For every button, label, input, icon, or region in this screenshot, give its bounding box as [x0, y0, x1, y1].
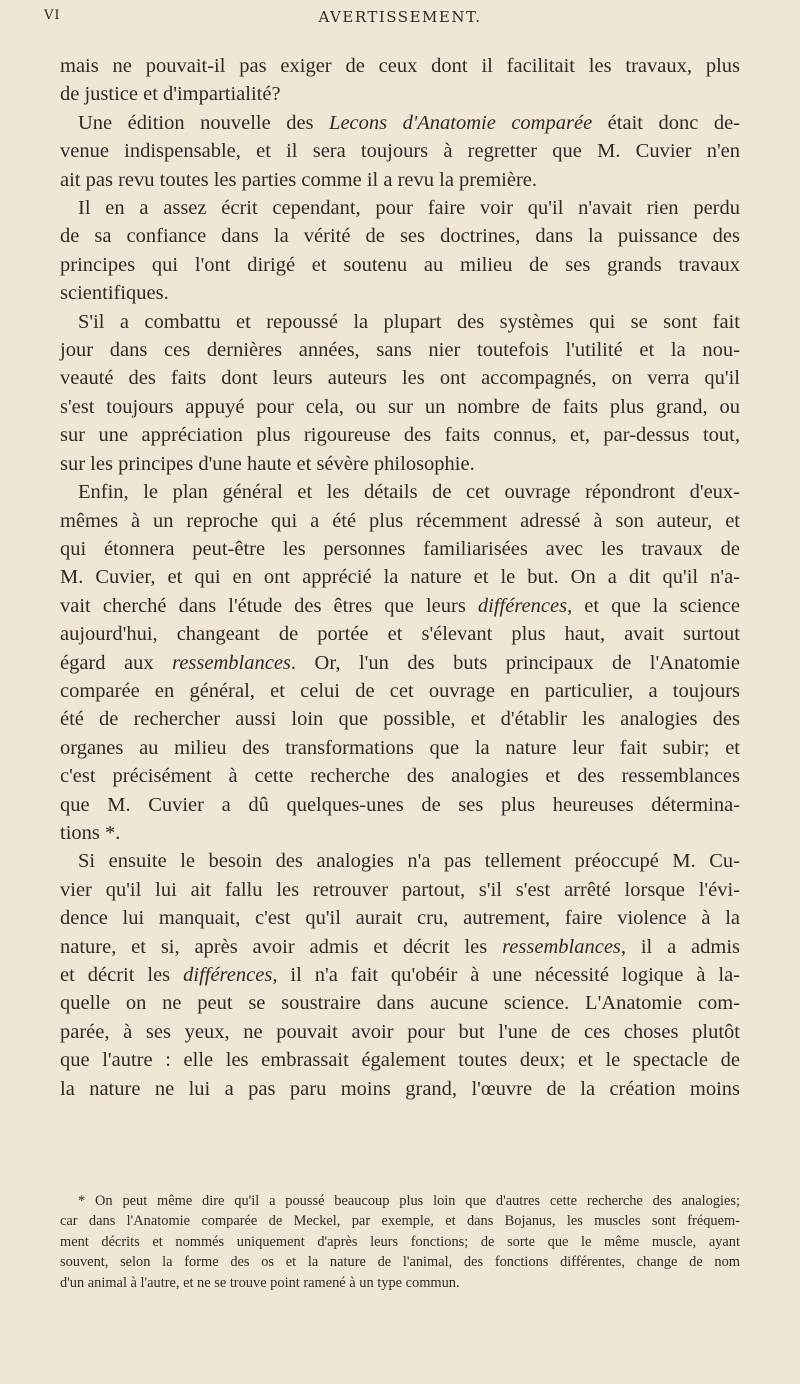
- text-line: nature, et si, après avoir admis et décrit les ressemblances, il a admis: [60, 935, 740, 958]
- italic-term: ressemblances: [172, 651, 291, 674]
- text-line: et décrit les différences, il n'a fait qu'obéir à une nécessité logique à la-: [60, 964, 741, 986]
- text-line: de justice et d'impartialité?: [60, 83, 281, 106]
- text-line: ait pas revu toutes les parties comme il a revu la première.: [60, 168, 538, 191]
- text-line: scientifiques.: [60, 282, 169, 305]
- text-line: s'est toujours appuyé pour cela, ou sur un nombre de faits plus grand, ou: [60, 395, 740, 418]
- text-line: aujourd'hui, changeant de portée et s'élevant plus haut, avait surtout: [60, 623, 740, 646]
- italic-title: Lecons d'Anatomie comparée: [329, 111, 593, 134]
- text-line: quelle on ne peut se soustraire dans aucune science. L'Anatomie com-: [60, 992, 740, 1015]
- footnote-line: d'un animal à l'autre, et ne se trouve point ramené à un type commun.: [60, 1274, 460, 1291]
- text-line: que M. Cuvier a dû quelques-unes de ses plus heureuses détermina-: [60, 793, 740, 816]
- text-line: mêmes à un reproche qui a été plus récemment adressé à son auteur, et: [60, 509, 740, 532]
- text-line: mais ne pouvait-il pas exiger de ceux dont il facilitait les travaux, plus: [60, 55, 740, 77]
- text-line: Il en a assez écrit cependant, pour faire voir qu'il n'avait rien perdu: [78, 197, 740, 220]
- text-line: vier qu'il lui ait fallu les retrouver partout, s'il s'est arrêté lorsque l'évi-: [60, 878, 740, 901]
- footnote-line: souvent, selon la forme des os et la nature de l'animal, des fonctions différentes, change de nom: [60, 1254, 740, 1271]
- text-line: parée, à ses yeux, ne pouvait avoir pour but l'une de ces choses plutôt: [60, 1020, 740, 1043]
- text-line: que l'autre : elle les embrassait également toutes deux; et le spectacle de: [60, 1049, 740, 1072]
- text-line: veauté des faits dont leurs auteurs les ont accompagnés, on verra qu'il: [60, 367, 740, 390]
- footnote: [60, 1191, 740, 1293]
- text-line: Une édition nouvelle des Lecons d'Anatomie comparée était donc de-: [78, 111, 741, 134]
- text-line: vait cherché dans l'étude des êtres que leurs différences, et que la science: [60, 594, 741, 617]
- text-line: organes au milieu des transformations que la nature leur fait subir; et: [60, 736, 740, 759]
- text-line: venue indispensable, et il sera toujours à regretter que M. Cuvier n'en: [60, 140, 740, 163]
- text-line: comparée en général, et celui de cet ouvrage en particulier, a toujours: [60, 679, 740, 702]
- italic-term: différences: [477, 594, 568, 617]
- text-line: qui étonnera peut-être les personnes familiarisées avec les travaux de: [60, 537, 740, 560]
- text-line: Si ensuite le besoin des analogies n'a pas tellement préoccupé M. Cu-: [78, 850, 740, 873]
- text-line: Enfin, le plan général et les détails de cet ouvrage répondront d'eux-: [78, 481, 740, 504]
- body-text: [60, 52, 740, 1103]
- text-line: S'il a combattu et repoussé la plupart des systèmes qui se sont fait: [78, 310, 740, 333]
- page-number: VI: [44, 8, 61, 23]
- text-line: principes qui l'ont dirigé et soutenu au milieu de ses grands travaux: [60, 253, 740, 276]
- footnote-line: ment décrits et nommés uniquement d'après leurs fonctions; de sorte que le même muscle, ayant: [60, 1233, 740, 1250]
- text-line: la nature ne lui a pas paru moins grand, l'œuvre de la création moins: [60, 1077, 740, 1100]
- footnote-line: * On peut même dire qu'il a poussé beaucoup plus loin que d'autres cette recherche des analogies;: [78, 1193, 740, 1209]
- text-line: sur les principes d'une haute et sévère philosophie.: [60, 452, 475, 475]
- italic-term: ressemblances: [502, 935, 621, 958]
- text-line: tions *.: [60, 821, 121, 844]
- text-line: de sa confiance dans la vérité de ses doctrines, dans la puissance des: [60, 225, 740, 248]
- text-line: égard aux ressemblances. Or, l'un des buts principaux de l'Anatomie: [60, 651, 741, 674]
- text-line: M. Cuvier, et qui en ont apprécié la nature et le but. On a dit qu'il n'a-: [60, 566, 740, 589]
- text-line: été de rechercher aussi loin que possible, et d'établir les analogies des: [60, 708, 740, 731]
- page-header: [44, 8, 756, 34]
- text-line: jour dans ces dernières années, sans nier toutefois l'utilité et la nou-: [60, 339, 740, 362]
- text-line: sur une appréciation plus rigoureuse des faits connus, et, par-dessus tout,: [60, 424, 740, 447]
- italic-term: différences: [183, 964, 273, 986]
- text-line: c'est précisément à cette recherche des analogies et des ressemblances: [60, 765, 740, 788]
- footnote-line: car dans l'Anatomie comparée de Meckel, par exemple, et dans Bojanus, les muscles sont fréquem-: [60, 1213, 740, 1230]
- text-line: dence lui manquait, c'est qu'il aurait cru, autrement, faire violence à la: [60, 907, 740, 930]
- running-head: AVERTISSEMENT.: [318, 8, 482, 26]
